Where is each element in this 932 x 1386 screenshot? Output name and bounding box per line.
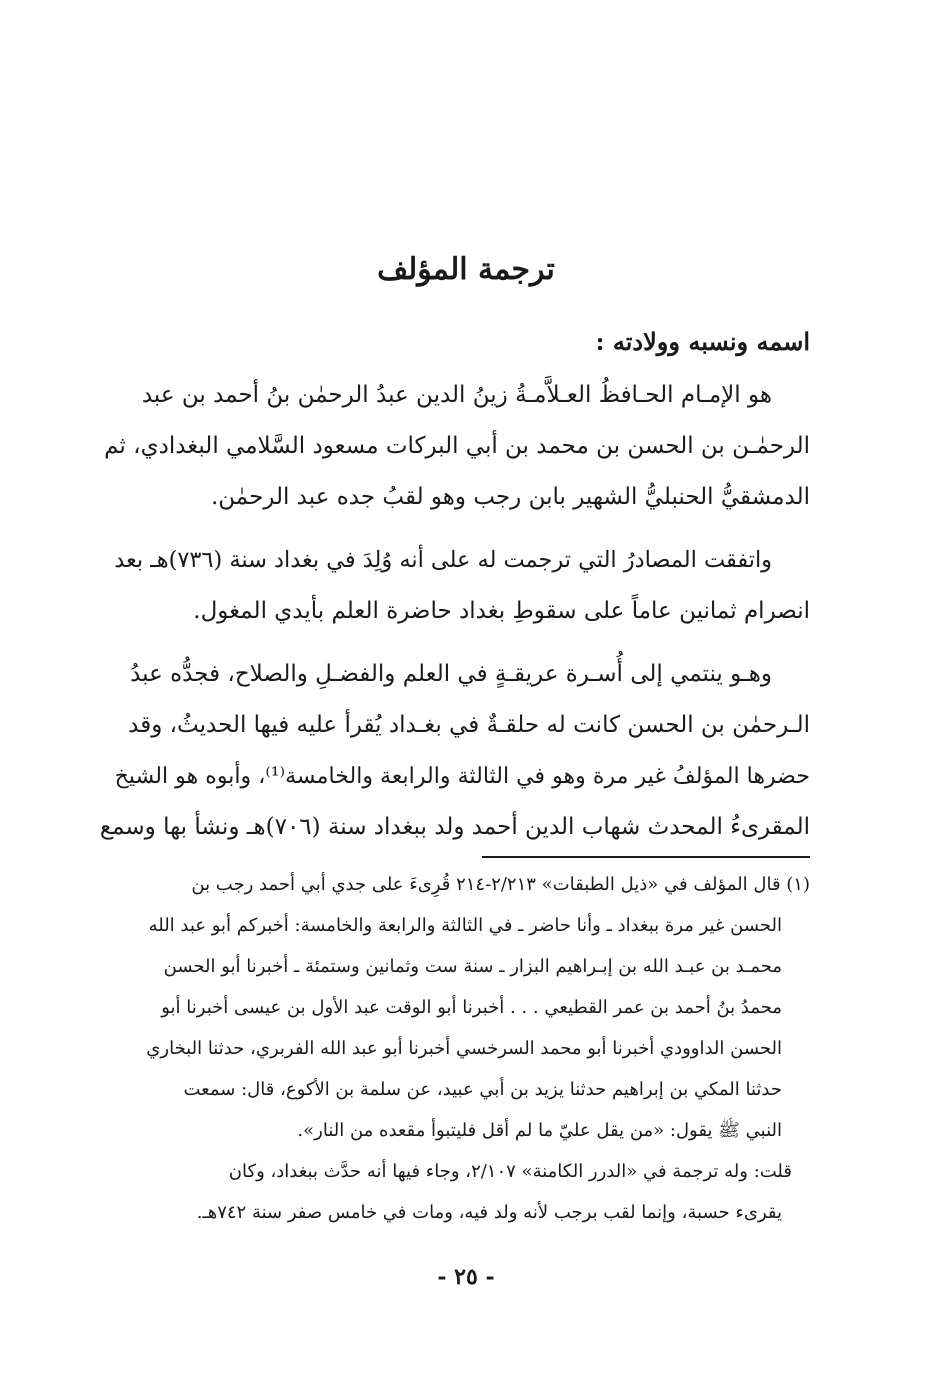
footnote-line: النبي ﷺ يقول: «من يقل عليّ ما لم أقل فليتبوأ مقعده من النار». bbox=[297, 1120, 782, 1141]
text-line: الرحمٰـن بن الحسن بن محمد بن أبي البركات مسعود السَّلامي البغدادي، ثم bbox=[104, 433, 810, 459]
section-heading: اسمه ونسبه وولادته : bbox=[595, 327, 810, 356]
text-line: الـرحمٰن بن الحسن كانت له حلقـةٌ في بغـداد يُقرأ عليه فيها الحديثُ، وقد bbox=[128, 712, 810, 738]
page-number: - ٢٥ - bbox=[437, 1264, 495, 1290]
footnote bbox=[82, 1151, 810, 1233]
footnote-divider bbox=[482, 856, 810, 858]
footnote-line: الحسن غير مرة ببغداد ـ وأنا حاضر ـ في الثالثة والرابعة والخامسة: أخبركم أبو عبد الله bbox=[148, 915, 782, 936]
text-line: هو الإمـام الحـافظُ العـلاَّمـةُ زينُ الدين عبدُ الرحمٰن بنُ أحمد بن عبد bbox=[141, 382, 772, 408]
footnote-line: الحسن الداوودي أخبرنا أبو محمد السرخسي أخبرنا أبو عبد الله الفربري، حدثنا البخاري bbox=[146, 1038, 782, 1059]
text-line: حضرها المؤلفُ غير مرة وهو في الثالثة والرابعة والخامسة⁽¹⁾، وأبوه هو الشيخ bbox=[114, 763, 810, 789]
footnote-line: محمـد بن عبـد الله بن إبـراهيم البزار ـ سنة ست وثمانين وستمئة ـ أخبرنا أبو الحسن bbox=[163, 956, 782, 977]
footnote bbox=[82, 864, 810, 1151]
body-text bbox=[100, 370, 810, 865]
footnote-line: حدثنا المكي بن إبراهيم حدثنا يزيد بن أبي عبيد، عن سلمة بن الأكوع، قال: سمعت bbox=[183, 1079, 782, 1100]
paragraph bbox=[100, 370, 810, 523]
footnotes bbox=[82, 864, 810, 1233]
paragraph bbox=[100, 649, 810, 853]
footnote-line: يقرىء حسبة، وإنما لقب برجب لأنه ولد فيه، ومات في خامس صفر سنة ٧٤٢هـ. bbox=[196, 1202, 782, 1223]
footnote-line: قلت: وله ترجمة في «الدرر الكامنة» ٢/١٠٧، وجاء فيها أنه حدَّث ببغداد، وكان bbox=[228, 1161, 792, 1182]
text-line: واتفقت المصادرُ التي ترجمت له على أنه وُلِدَ في بغداد سنة (٧٣٦)هـ بعد bbox=[114, 547, 772, 573]
paragraph bbox=[100, 535, 810, 637]
text-line: الدمشقيُّ الحنبليُّ الشهير بابن رجب وهو لقبُ جده عبد الرحمٰن. bbox=[210, 484, 810, 510]
text-line: انصرام ثمانين عاماً على سقوطِ بغداد حاضرة العلم بأيدي المغول. bbox=[193, 598, 810, 624]
text-line: وهـو ينتمي إلى أُسـرة عريقـةٍ في العلم والفضـلِ والصلاح، فجدُّه عبدُ bbox=[130, 661, 772, 687]
footnote-line: (١) قال المؤلف في «ذيل الطبقات» ٢/٢١٣-٢١٤ قُرِىءَ على جدي أبي أحمد رجب بن bbox=[191, 874, 810, 895]
footnote-line: محمدُ بنُ أحمد بن عمر القطيعي . . . أخبرنا أبو الوقت عبد الأول بن عيسى أخبرنا أبو bbox=[161, 997, 782, 1018]
page-title: ترجمة المؤلف bbox=[377, 252, 555, 287]
text-line: المقرىءُ المحدث شهاب الدين أحمد ولد ببغداد سنة (٧٠٦)هـ ونشأ بها وسمع bbox=[99, 814, 810, 840]
